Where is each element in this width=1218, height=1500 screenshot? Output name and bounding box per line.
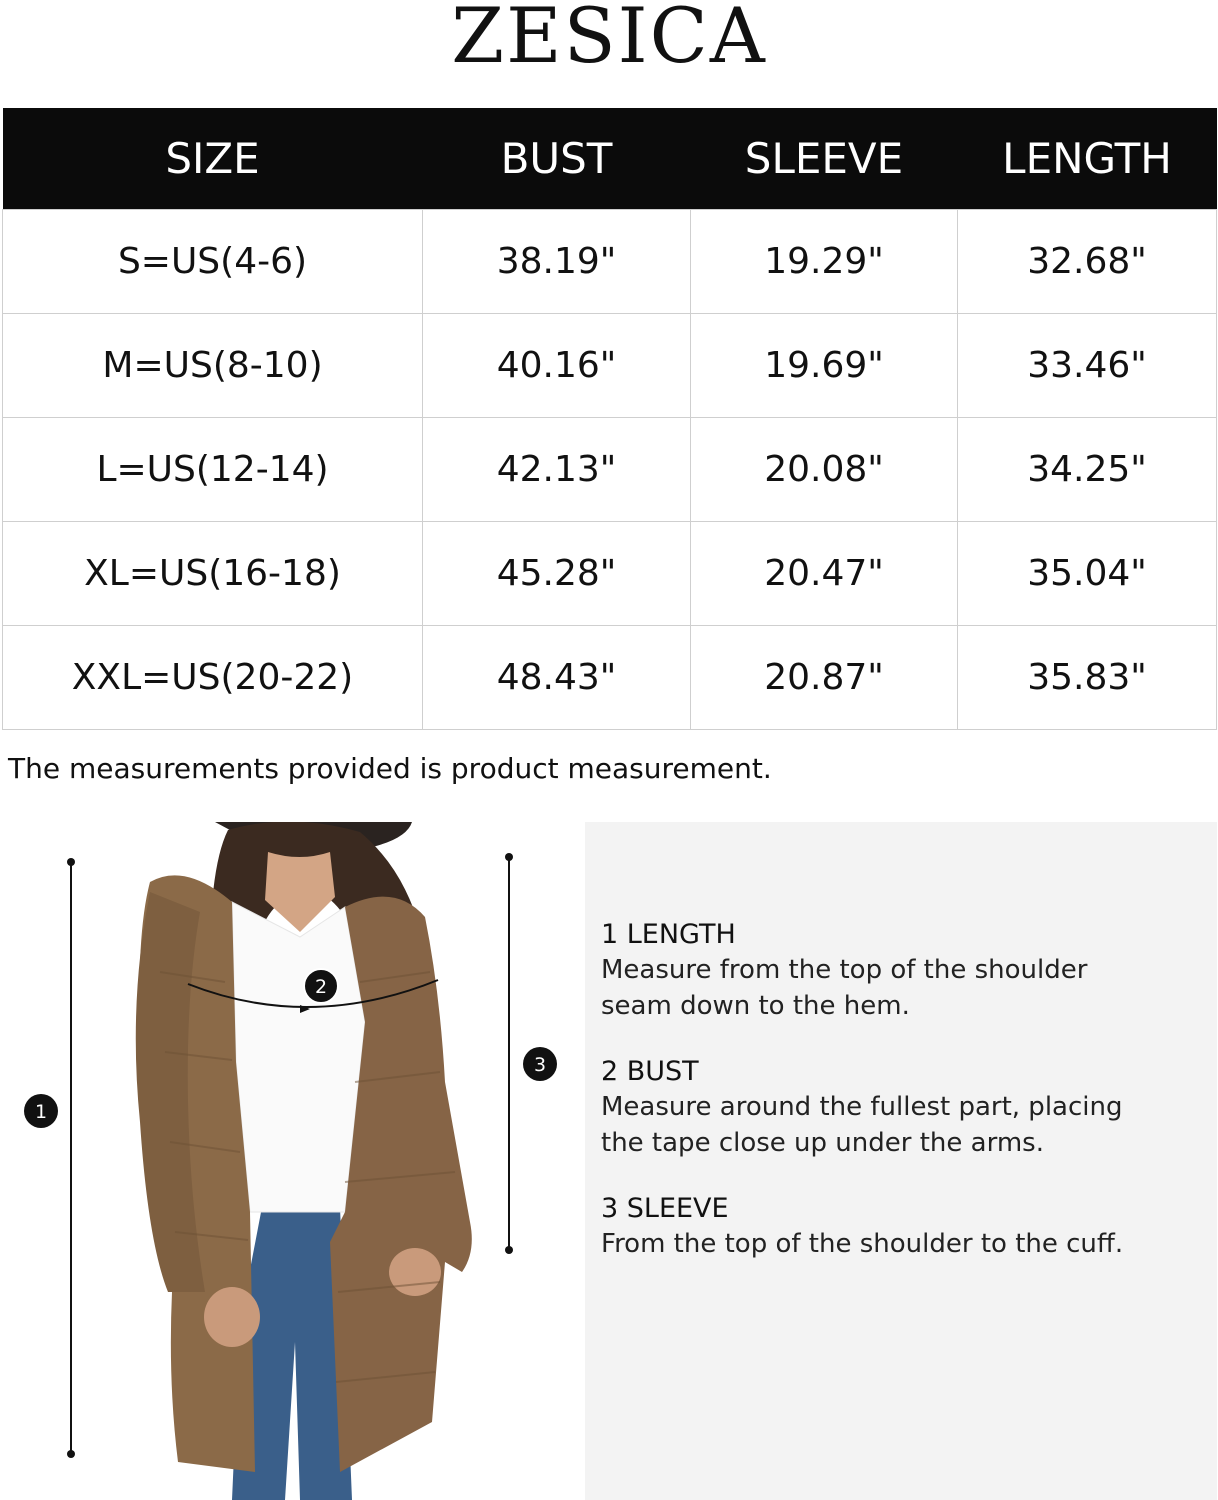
measurement-guide-panel <box>585 822 1217 1500</box>
guide-desc-line: seam down to the hem. <box>601 991 910 1021</box>
tshirt-shape <box>232 902 365 1212</box>
size-cell: L=US(12-14) <box>3 418 423 522</box>
length-cell: 33.46" <box>958 314 1217 418</box>
size-cell: M=US(8-10) <box>3 314 423 418</box>
model-photo <box>0 822 585 1500</box>
measure-end-dot <box>67 858 75 866</box>
hand-shape <box>204 1287 260 1347</box>
brand-logo: ZESICA <box>451 0 767 80</box>
svg-text:2: 2 <box>314 976 328 998</box>
bust-cell: 42.13" <box>423 418 691 522</box>
table-header-row <box>3 108 1217 210</box>
guide-desc-line: the tape close up under the arms. <box>601 1128 1044 1158</box>
guide-title: 3 SLEEVE <box>601 1193 729 1224</box>
sleeve-cell: 20.87" <box>691 626 958 730</box>
guide-desc-line: From the top of the shoulder to the cuff. <box>601 1229 1124 1259</box>
guide-title: 2 BUST <box>601 1056 699 1087</box>
sleeve-cell: 19.69" <box>691 314 958 418</box>
guide-sleeve <box>601 1192 1201 1262</box>
size-cell: S=US(4-6) <box>3 210 423 314</box>
size-cell: XL=US(16-18) <box>3 522 423 626</box>
guide-desc-line: Measure from the top of the shoulder <box>601 955 1088 985</box>
measurement-note: The measurements provided is product measurement. <box>8 752 772 785</box>
guide-title: 1 LENGTH <box>601 919 736 950</box>
measure-end-dot <box>505 1246 513 1254</box>
length-cell: 35.04" <box>958 522 1217 626</box>
length-cell: 34.25" <box>958 418 1217 522</box>
table-row <box>3 626 1217 730</box>
table-row <box>3 210 1217 314</box>
bust-cell: 48.43" <box>423 626 691 730</box>
sleeve-cell: 20.47" <box>691 522 958 626</box>
bust-cell: 38.19" <box>423 210 691 314</box>
column-header-length: LENGTH <box>958 108 1217 210</box>
length-cell: 32.68" <box>958 210 1217 314</box>
column-header-size: SIZE <box>3 108 423 210</box>
table-row <box>3 314 1217 418</box>
sleeve-cell: 19.29" <box>691 210 958 314</box>
marker-3-icon <box>523 1047 557 1081</box>
size-cell: XXL=US(20-22) <box>3 626 423 730</box>
length-cell: 35.83" <box>958 626 1217 730</box>
guide-length <box>601 918 1201 1024</box>
svg-text:3: 3 <box>533 1054 547 1076</box>
marker-2-icon <box>304 969 338 1003</box>
measure-end-dot <box>505 853 513 861</box>
guide-desc-line: Measure around the fullest part, placing <box>601 1092 1123 1122</box>
bust-cell: 40.16" <box>423 314 691 418</box>
svg-text:1: 1 <box>34 1101 48 1123</box>
hand-shape <box>389 1248 441 1296</box>
sleeve-cell: 20.08" <box>691 418 958 522</box>
size-chart-table <box>2 108 1217 730</box>
marker-1-icon <box>24 1094 58 1128</box>
table-row <box>3 418 1217 522</box>
table-row <box>3 522 1217 626</box>
bust-cell: 45.28" <box>423 522 691 626</box>
measure-end-dot <box>67 1450 75 1458</box>
column-header-sleeve: SLEEVE <box>691 108 958 210</box>
column-header-bust: BUST <box>423 108 691 210</box>
guide-bust <box>601 1055 1201 1161</box>
